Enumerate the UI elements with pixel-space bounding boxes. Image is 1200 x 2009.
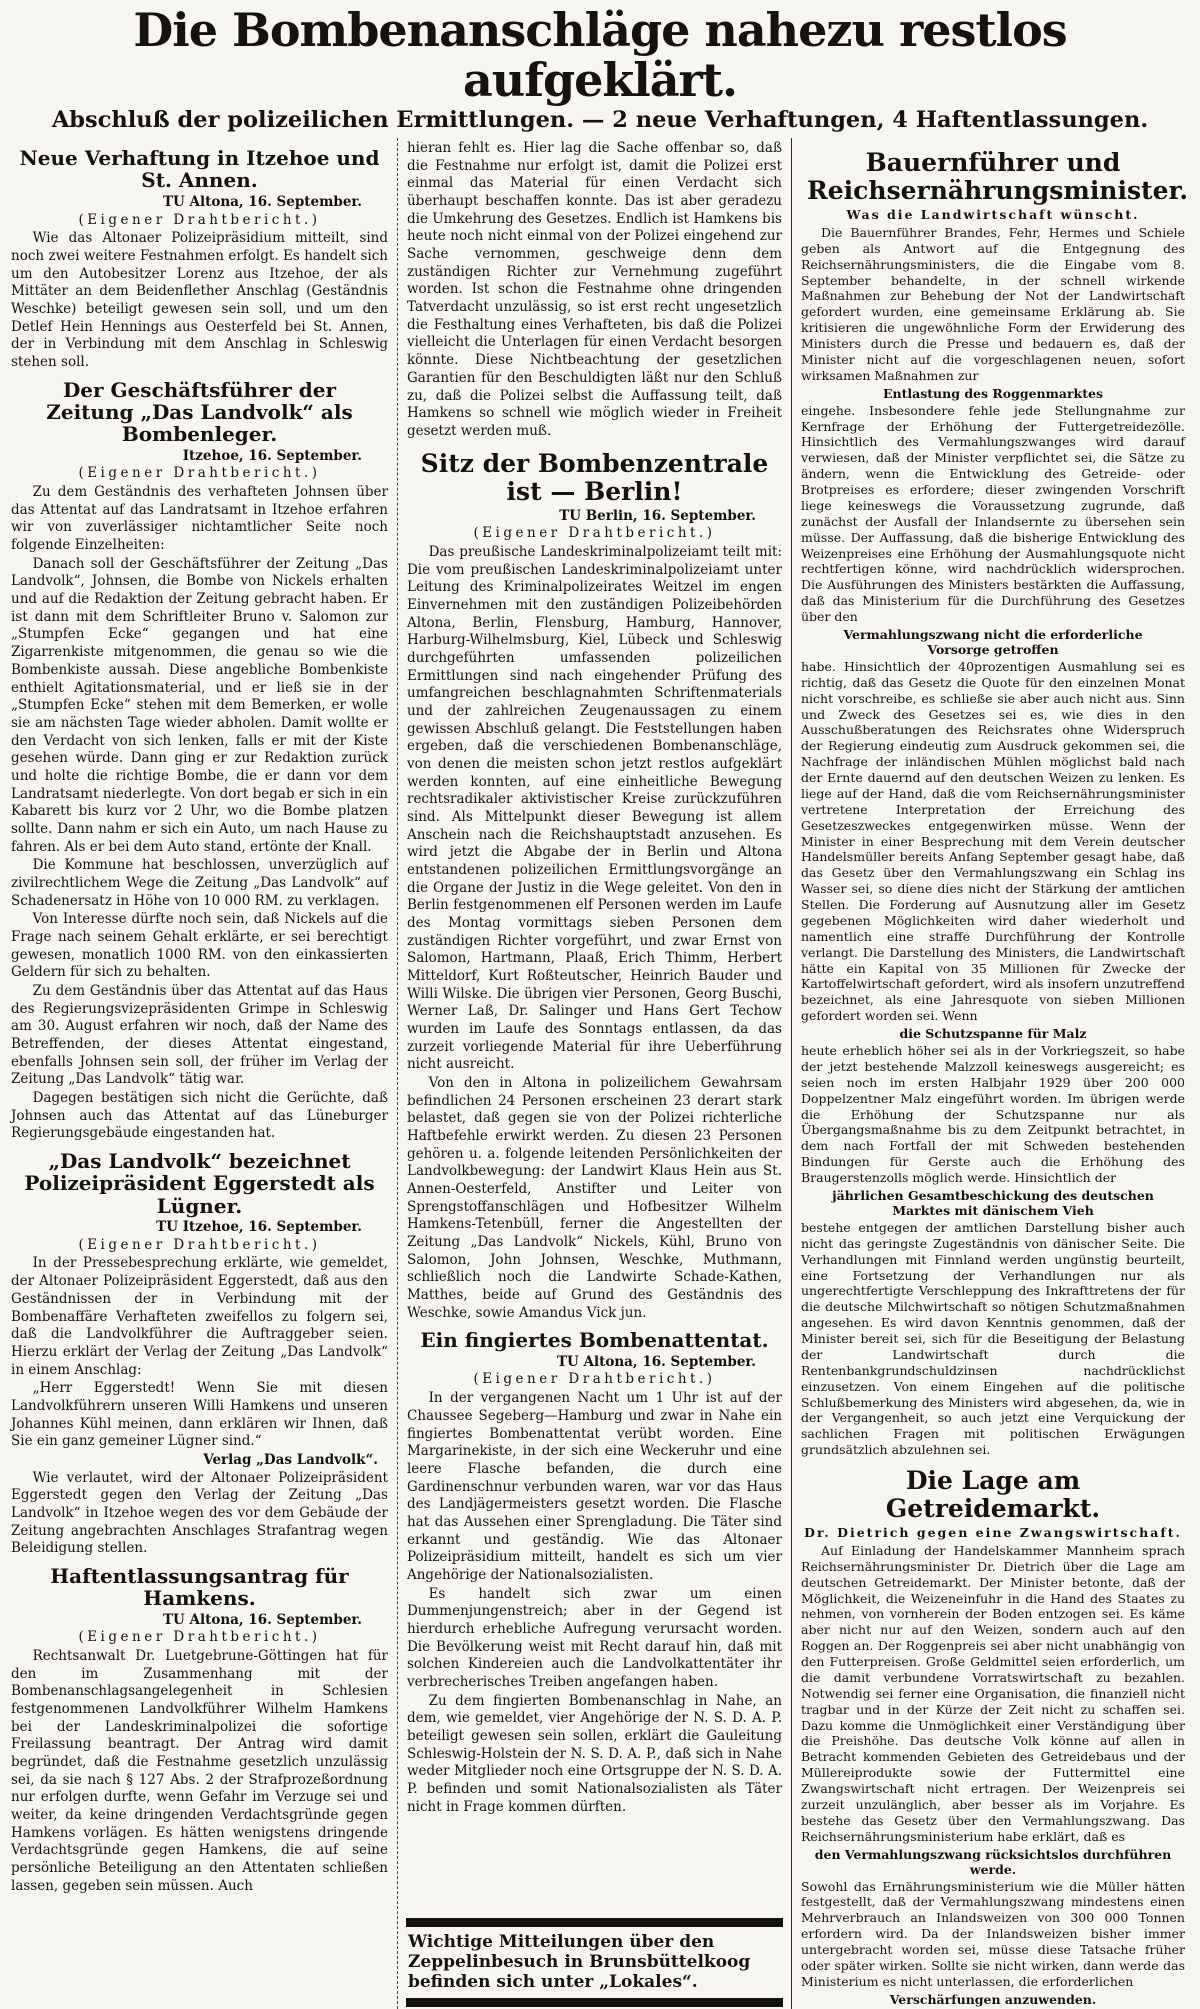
masthead (6, 4, 1194, 138)
article-subhead: Vermahlungszwang nicht die erforderliche Vorsorge getroffen (843, 626, 1143, 657)
article-paragraph: Sowohl das Ernährungsministerium wie die Müller hätten festgestellt, daß der Vermahlungszwang mindestens einen Mehrverbrauch an Inlandsweizen von 300 000 Tonnen erfordern wird. Da der Inlandsweizen bisher immer untergebracht worden sei, müsse diese Tatsache früher oder später wirken. Sollte sie nicht wirken, dann werde das Ministerium es nicht unterlassen, die erforderlichen (801, 1878, 1185, 1989)
article-paragraph: hieran fehlt es. Hier lag die Sache offenbar so, daß die Festnahme nur erfolgt ist, damit die Polizei erst einmal das Material für einen Verdacht sich überhaupt beschaffen konnte. Das ist aber geradezu die Umkehrung des Gesetzes. Endlich ist Hamkens bis heute noch nicht einmal von der Polizei eingehend zur Sache vernommen, geschweige denn dem zuständigen Richter zur Vernehmung zugeführt worden. Ist schon die Festnahme ohne dringenden Tatverdacht unzulässig, so ist erst recht ungesetzlich die Festhaltung eines Verhafteten, bis daß die Polizei vielleicht die Unterlagen für einen Verdacht besorgen könnte. Diese Nichtbeachtung der gesetzlichen Garantien für den Beschuldigten läßt nur den Schluß zu, daß die Polizei selbst die Auffassung teilt, daß Hamkens so schnell wie möglich wieder in Freiheit gesetzt werden muß. (406, 140, 782, 439)
article-headline: Haftentlassungsantrag für Hamkens. (50, 1563, 349, 1611)
article-headline: Der Geschäftsführer der Zeitung „Das Landvolk“ als Bombenleger. (46, 377, 353, 447)
article-dateline: TU Altona, 16. September. (162, 193, 362, 210)
article-paragraph: Die Bauernführer Brandes, Fehr, Hermes und Schiele geben als Antwort auf die Entgegnung des Reichsernährungsministers, die die Eingabe vom 8. September behandelte, in der schnell wirkende Maßnahmen zur Behebung der Not der Landwirtschaft gefordert wurden, eine gemeinsame Erklärung ab. Sie kritisieren die ungewöhnliche Form der Erwiderung des Ministers durch die Presse und bedauern es, daß der Minister nicht auf die vorgeschlagenen neuen, sofort wirksamen Maßnahmen zur (801, 224, 1185, 383)
article-paragraph: „Herr Eggerstedt! Wenn Sie mit diesen Landvolkführern unseren Willi Hamkens und unseren Johannes Kühl meinen, dann erklären wir Ihnen, daß Sie ein ganz gemeiner Lügner sind.“ (11, 1380, 388, 1450)
article-paragraph: Dagegen bestätigen sich nicht die Gerüchte, daß Johnsen auch das Attentat auf das Lüneburger Regierungsgebäude eingestanden hat. (11, 1089, 388, 1142)
article-paragraph: heute erheblich höher sei als in der Vorkriegszeit, so habe der jetzt bestehende Malzzoll keineswegs ausgereicht; es seien noch im ersten Halbjahr 1929 über 200 000 Doppelzentner Malz eingeführt worden. Im übrigen werde die Erhöhung der Schutzspanne nur als Übergangsmaßnahme bis zu dem Zeitpunkt betrachtet, in dem nach Fortfall der mit Schweden bestehenden Bindungen für Gerste auch die Erhöhung des Braugerstenzolls möglich werde. Hinsichtlich der (801, 1043, 1185, 1186)
article-paragraph: Von den in Altona in polizeilichem Gewahrsam befindlichen 24 Personen erscheinen 23 derart stark belastet, daß gegen sie von der Polizei richterliche Haftbefehle erwirkt werden. Zu diesen 23 Personen gehören u. a. folgende leitenden Persönlichkeiten der Landvolkbewegung: der Landwirt Klaus Hein aus St. Annen-Oesterfeld, Anstifter und Leiter von Sprengstoffanschlägen und Hofbesitzer Wilhelm Hamkens-Tetenbüll, ferner die Angestellten der Zeitung „Das Landvolk“ Nickels, Kühl, Bruno von Salomon, John Johnsen, Weschke, Muthmann, schließlich noch die Landwirte Schade-Kathen, Matthes, beide auf Grund des Geständnis des Weschke, sowie Amandus Vick jun. (406, 1075, 782, 1321)
article-paragraph: Es handelt sich zwar um einen Dummenjungenstreich; aber in der Gegend ist hierdurch erhebliche Aufregung verursacht worden. Die Bevölkerung weist mit Recht darauf hin, daß mit solchen Kindereien auch die Landvolkattentäter ihr verbrecherisches Treiben angefangen haben. (406, 1585, 782, 1690)
article-paragraph: Auf Einladung der Handelskammer Mannheim sprach Reichsernährungsminister Dr. Dietrich über die Lage am deutschen Getreidemarkt. Der Minister betonte, daß der Möglichkeit, die Weizeneinfuhr in die Hand des Staates zu nehmen, von vornherein der Boden entzogen sei. Es käme aber nicht nur auf den Weizen, sondern auch auf den Roggen an. Der Roggenpreis sei aber nicht unabhängig von den Futterpreisen. Große Geldmittel seien erforderlich, um die damit verbundene Vorratswirtschaft zu bezahlen. Notwendig sei ferner eine Organisation, die finanziell nicht tragbar und in der Kürze der Zeit nicht zu schaffen sei. Dazu komme die Unmöglichkeit einer Verständigung über die Preishöhe. Das deutsche Volk könne auf allen in Betracht kommenden Gebieten des Getreidebaus und der Müllereiprodukte sowie der Futtermittel eine Zwangswirtschaft nicht ertragen. Der Weizenpreis sei zurzeit unzulänglich, aber besser als im Vorjahre. Es bestehe das Gesetz über den Vermahlungszwang. Das Reichsernährungsministerium habe erklärt, daß es (801, 1542, 1185, 1844)
page-title: Die Bombenanschläge nahezu restlos aufgeklärt. (133, 3, 1067, 107)
article-headline: „Das Landvolk“ bezeichnet Polizeipräsident Eggerstedt als Lügner. (24, 1148, 375, 1218)
article-kicker: Dr. Dietrich gegen eine Zwangswirtschaft. (804, 1525, 1182, 1541)
article-credit-line: (Eigener Drahtbericht.) (78, 1236, 321, 1253)
article-subhead: Verschärfungen anzuwenden. (889, 1991, 1097, 2007)
article-subhead: den Vermahlungszwang rücksichtslos durchführen werde. (814, 1846, 1172, 1877)
notice-banner: Wichtige Mitteilungen über den Zeppelinbesuch in Brunsbüttelkoog befinden sich unter „Lokales“. (406, 1918, 783, 2007)
newspaper-column-1 (6, 138, 397, 2009)
article-paragraph: Wie verlautet, wird der Altonaer Polizeipräsident Eggerstedt gegen den Verlag der Zeitung „Das Landvolk“ in Itzehoe wegen des vor dem Gebäude der Zeitung angebrachten Anschlages Strafantrag wegen Beleidigung stellen. (11, 1469, 388, 1557)
article-paragraph: Zu dem fingierten Bombenanschlag in Nahe, an dem, wie gemeldet, vier Angehörige der N. S. D. A. P. beteiligt gewesen sein sollen, erklärt die Gauleitung Schleswig-Holstein der N. S. D. A. P., daß sich in Nahe weder Mitglieder noch eine Ortsgruppe der N. S. D. A. P. befinden und somit Nationalsozialisten als Täter nicht in Frage kommen dürften. (406, 1692, 782, 1815)
article-kicker: Was die Landwirtschaft wünscht. (846, 207, 1140, 223)
article-paragraph: Von Interesse dürfte noch sein, daß Nickels auf die Frage nach seinem Gehalt erklärte, er sei berechtigt gewesen, monatlich 1000 RM. von den einkassierten Geldern für sich zu behalten. (11, 911, 388, 981)
article-headline: Bauernführer und Reichsernährungsminister. (807, 148, 1189, 206)
article-headline: Sitz der Bombenzentrale ist — Berlin! (420, 448, 769, 506)
article-dateline: TU Itzehoe, 16. September. (156, 1219, 362, 1236)
article-paragraph: Zu dem Geständnis über das Attentat auf das Haus des Regierungsvizepräsidenten Grimpe in Schleswig am 30. August erfahren wir noch, daß der Name des Betreffenden, der dieses Attentat eingestand, ebenfalls Johnsen sein soll, der früher im Verlag der Zeitung „Das Landvolk“ tätig war. (11, 982, 388, 1088)
article-credit-line: (Eigener Drahtbericht.) (78, 465, 321, 482)
article-paragraph: Das preußische Landeskriminalpolizeiamt teilt mit: Die vom preußischen Landeskriminalpolizeiamt unter Leitung des Kriminalpolizeirates Weitzel im engen Einvernehmen mit den zuständigen Polizeibehörden Altona, Berlin, Flensburg, Hamburg, Hannover, Harburg-Wilhelmsburg, Kiel, Lübeck und Schleswig durchgeführten umfassenden polizeilichen Ermittlungen sind nach eingehender Prüfung des umfangreichen beschlagnahmten Schriftenmaterials und der zahlreichen Zeugenaussagen zu einem gewissen Abschluß gelangt. Die Feststellungen haben ergeben, daß die verschiedenen Bombenanschläge, von denen die meisten schon jetzt restlos aufgeklärt werden konnten, auf eine einheitliche Bewegung rechtsradikaler aktivistischer Kreise zurückzuführen sind. Als Mittelpunkt dieser Bewegung ist allem Anschein nach die Reichshauptstadt anzusehen. Es wird jetzt die Abgabe der in Berlin und Altona entstandenen polizeilichen Ermittlungsvorgänge an die Organe der Justiz in die Wege geleitet. Von den in Berlin festgenommenen elf Personen werden im Laufe des Montag vormittags sieben Personen dem zuständigen Richter vorgeführt, und zwar Ernst von Salomon, Hartmann, Plaaß, Erich Thimm, Herbert Mitteldorf, Kurt Roßteutscher, Heinrich Bauder und Willi Wilske. Die übrigen vier Personen, Georg Buschi, Werner Laß, Dr. Salinger und Hans Gert Techow wurden im Laufe des Sonntags entlassen, da das zurzeit vorliegende Material für ihre Ueberführung nicht ausreicht. (406, 543, 782, 1073)
article-paragraph: Wie das Altonaer Polizeipräsidium mitteilt, sind noch zwei weitere Festnahmen erfolgt. Es handelt sich um den Autobesitzer Lorenz aus Itzehoe, der als Mittäter an dem Beidenflether Anschlag (Geständnis Weschke) beteiligt gewesen sein soll, und um den Detlef Hein Hennings aus Oesterfeld bei St. Annen, der in Verbindung mit dem Anschlag in Schleswig stehen soll. (11, 230, 388, 370)
article-subhead: jährlichen Gesamtbeschickung des deutschen Marktes mit dänischem Vieh (832, 1187, 1154, 1218)
article-credit-line: (Eigener Drahtbericht.) (473, 525, 716, 542)
article-credit-line: (Eigener Drahtbericht.) (473, 1371, 716, 1388)
article-signature: Verlag „Das Landvolk“. (203, 1451, 378, 1468)
newspaper-column-2 (397, 138, 791, 2009)
article-subhead: die Schutzspanne für Malz (899, 1026, 1087, 1042)
article-paragraph: eingehe. Insbesondere fehle jede Stellungnahme zur Kernfrage der Erhöhung der Futtergetreidezölle. Hinsichtlich des Vermahlungszwanges wird darauf verwiesen, daß der Minister verpflichtet sei, die Sätze zu ändern, wenn die Entwicklung des Getreide- oder Brotpreises es erfordere; dieser zwingenden Vorschrift liege keineswegs die Voraussetzung zugrunde, daß zunächst der Ausfall der Inlandsernte zu übersehen sein müsse. Der Auffassung, daß die bisherige Entwicklung des Weizenpreises eine Erhöhung der Ausmahlungsquote nicht rechtfertigen könne, wird nachdrücklich widersprochen. Die Ausführungen des Ministers bestärkten die Auffassung, daß das Ministerium für die Durchführung des Gesetzes über den (801, 402, 1185, 625)
article-paragraph: Rechtsanwalt Dr. Luetgebrune-Göttingen hat für den im Zusammenhang mit der Bombenanschlagsangelegenheit in Schlesien festgenommenen Landvolkführer Wilhelm Hamkens bei der Landeskriminalpolizei die sofortige Freilassung beantragt. Der Antrag wird damit begründet, daß die Festnahme gesetzlich unzulässig sei, da sie nach § 127 Abs. 2 der Strafprozeßordnung nur erfolgen durfte, wenn Gefahr im Verzuge sei und weiter, da keine dringenden Verdachtsgründe gegen Hamkens vorlägen. Es hätten wenigstens dringende Verdachtsgründe gegen Hamkens, die auf seine persönliche Beteiligung an den Attentaten schließen lassen, gegeben sein müssen. Auch (11, 1648, 388, 1894)
article-paragraph: Die Kommune hat beschlossen, unverzüglich auf zivilrechtlichem Wege die Zeitung „Das Landvolk“ auf Schadenersatz in Höhe von 10 000 RM. zu verklagen. (11, 857, 388, 909)
article-dateline: TU Altona, 16. September. (162, 1611, 362, 1628)
article-credit-line: (Eigener Drahtbericht.) (78, 1629, 321, 1646)
article-paragraph: Zu dem Geständnis des verhafteten Johnsen über das Attentat auf das Landratsamt in Itzehoe erfahren wir von zuverlässiger nichtamtlicher Seite noch folgende Einzelheiten: (11, 484, 388, 554)
article-paragraph: bestehe entgegen der amtlichen Darstellung bisher auch nicht das geringste Zugeständnis von dänischer Seite. Die Verhandlungen mit Finnland werden ungünstig beurteilt, eine Fortsetzung der Verhandlungen nur als ungerechtfertigte Verschleppung des Inkrafttretens der für die deutsche Milchwirtschaft so nötigen Schutzmaßnahmen angesehen. Es wird davon Kenntnis genommen, daß der Minister bereit sei, sich für die Beseitigung der Belastung der Landwirtschaft durch die Rentenbankgrundschuldzinsen nachdrücklichst einzusetzen. Von einem Eingehen auf die politische Schlußbemerkung des Ministers wird abgesehen, da, wie in der Vergangenheit, so auch jetzt eine Verquickung der sachlichen Fragen mit politischen Erwägungen grundsätzlich abzulehnen sei. (801, 1219, 1185, 1458)
article-headline: Die Lage am Getreidemarkt. (885, 1466, 1101, 1524)
article-dateline: Itzehoe, 16. September. (182, 447, 362, 464)
article-paragraph: habe. Hinsichtlich der 40prozentigen Ausmahlung sei es richtig, daß das Gesetz die Quote für den einzelnen Monat nicht vorschreibe, es schließe sie aber auch nicht aus. Sinn und Zweck des Gesetzes sei es, wie dies in den Ausschußberatungen des Reichsrates ohne Widerspruch der Regierung eindeutig zum Ausdruck gekommen sei, die Nachfrage der inländischen Mühlen möglichst bald nach der Ernte dauernd auf den deutschen Weizen zu lenken. Es liege auf der Hand, daß die vom Reichsernährungsminister vertretene Interpretation der Erreichung des Gesetzeszweckes entgegenwirken müsse. Wenn der Minister in einer Besprechung mit dem Verein deutscher Handelsmüller bereits Anfang September gesagt habe, daß das Gesetz über den Vermahlungszwang ein Schlag ins Wasser sei, so diene dies nicht der Stärkung der amtlichen Stellen. Die Forderung auf Ausnutzung aller im Gesetz gegebenen Möglichkeiten wird daher wiederholt und namentlich eine straffe Durchführung der Kontrolle verlangt. Die Darstellung des Ministers, die Landwirtschaft hätte ein Kapital von 35 Millionen für Zwecke der Kartoffelwirtschaft gefordert, wird als insofern unzutreffend bezeichnet, als eine Jahresquote von sieben Millionen gefordert worden sei. Wenn (801, 658, 1185, 1024)
article-dateline: TU Berlin, 16. September. (559, 507, 756, 524)
article-paragraph: In der Pressebesprechung erklärte, wie gemeldet, der Altonaer Polizeipräsident Eggerstedt, daß aus den Geständnissen der in Verbindung mit der Bombenaffäre Verhafteten zweifellos zu folgern sei, daß die Landvolkführer die Auftraggeber seien. Hierzu erklärt der Verlag der Zeitung „Das Landvolk“ in einem Anschlag: (11, 1255, 388, 1378)
article-headline: Ein fingiertes Bombenattentat. (420, 1328, 769, 1353)
newspaper-column-3 (791, 138, 1194, 2009)
article-headline: Neue Verhaftung in Itzehoe und St. Annen. (19, 146, 380, 193)
article-paragraph: In der vergangenen Nacht um 1 Uhr ist auf der Chaussee Segeberg—Hamburg und zwar in Nahe ein fingiertes Bombenattentat verübt worden. Eine Margarinekiste, in der sich eine Weckeruhr und eine leere Flasche befanden, die durch eine Gardinenschnur verbunden waren, war vor das Haus des Landjägermeisters gesetzt worden. Die Flasche hat das Aussehen einer Sprengladung. Die Täter sind erkannt und geständig. Wie das Altonaer Polizeipräsidium mitteilt, handelt es sich um vier Angehörige der Nationalsozialisten. (406, 1390, 782, 1583)
article-credit-line: (Eigener Drahtbericht.) (78, 211, 321, 228)
article-paragraph: Danach soll der Geschäftsführer der Zeitung „Das Landvolk“, Johnsen, die Bombe von Nickels erhalten und auf die Redaktion der Zeitung gebracht haben. Er ist dann mit dem Schriftleiter Bruno v. Salomon zur „Stumpfen Ecke“ gegangen und hat eine Zigarrenkiste mitgenommen, die genau so wie die Bombenkiste aussah. Diese angebliche Bombenkiste enthielt Agitationsmaterial, und er ließ sie in der „Stumpfen Ecke“ stehen mit dem Bemerken, er wolle sie am nächsten Tage wieder abholen. Damit wollte er den Verdacht von sich lenken, falls er mit der Kiste gesehen würde. Dann ging er zur Redaktion zurück und holte die richtige Bombe, die er dann vor dem Landratsamt niederlegte. Von dort begab er sich in ein Kabarett bis kurz vor 2 Uhr, wo die Bombe platzen sollte. Dann nahm er sich ein Auto, um nach Hause zu fahren. Als er bei dem Auto stand, ertönte der Knall. (11, 555, 388, 855)
columns-container (6, 138, 1194, 2009)
page-subtitle: Abschluß der polizeilichen Ermittlungen. — 2 neue Verhaftungen, 4 Haftentlassungen. (51, 107, 1149, 134)
article-dateline: TU Altona, 16. September. (557, 1353, 756, 1370)
article-subhead: Entlastung des Roggenmarktes (883, 385, 1103, 401)
